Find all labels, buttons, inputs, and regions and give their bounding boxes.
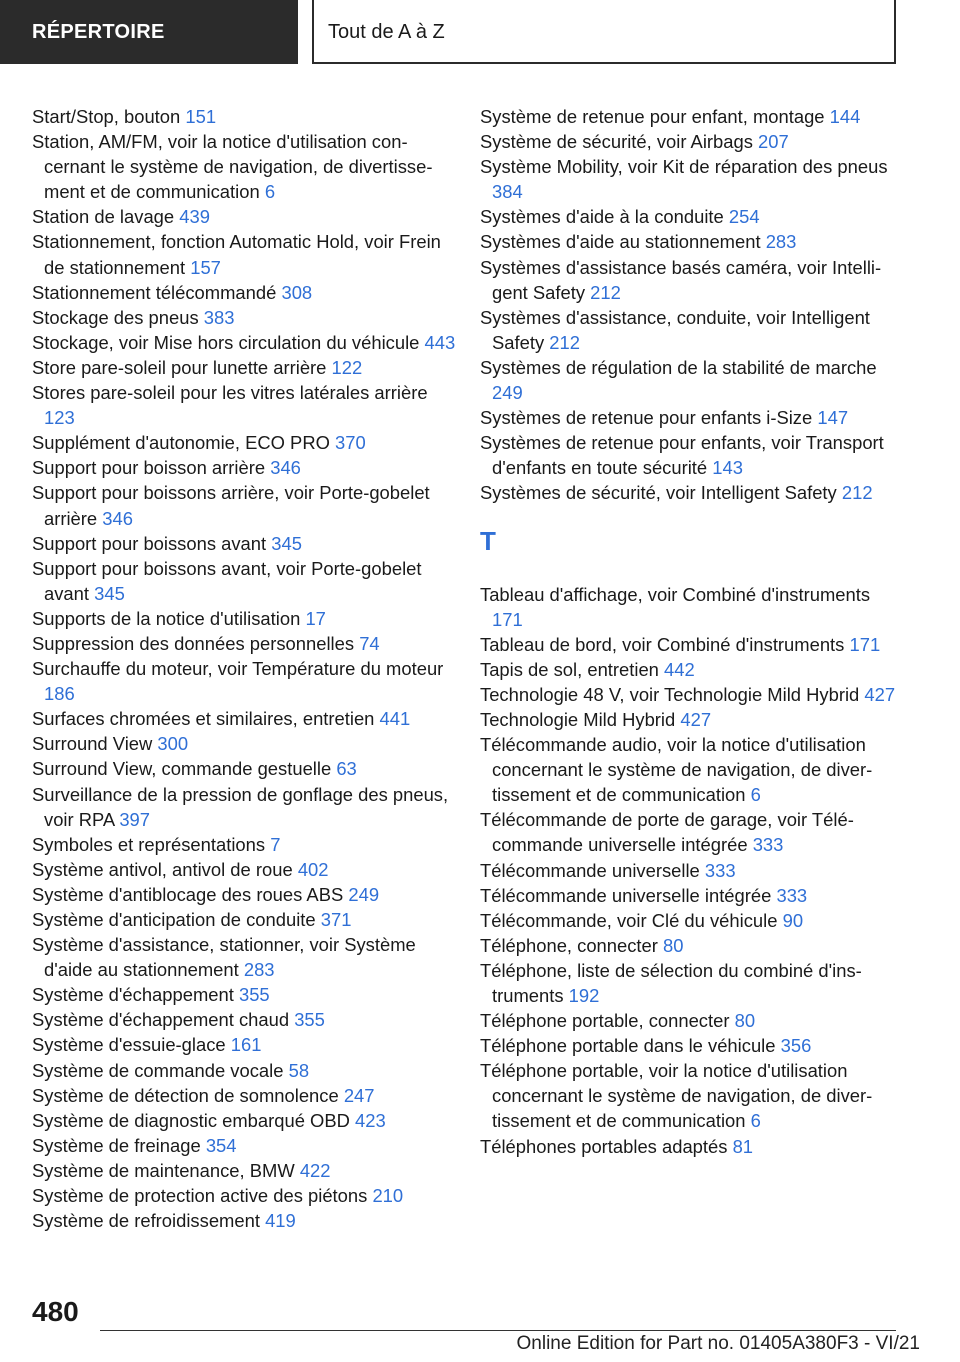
index-entry: [32, 455, 456, 480]
tab-underline: [312, 62, 896, 64]
page-link[interactable]: 171: [492, 608, 523, 630]
page-link[interactable]: 74: [359, 632, 380, 654]
index-entry-text: Supports de la notice d'utilisation: [32, 607, 301, 629]
index-entry-text: Téléphones portables adaptés: [480, 1135, 728, 1157]
index-entry-text: Suppression des données personnelles: [32, 632, 355, 654]
index-entry-text: Surchauffe du moteur, voir Température du moteur: [32, 658, 444, 680]
index-entry: [480, 582, 900, 632]
page-link[interactable]: 427: [680, 708, 712, 730]
index-entry-text: Système de sécurité, voir Airbags: [480, 131, 753, 153]
index-entry-text: Stockage des pneus: [32, 306, 199, 328]
index-entry-text: Systèmes d'aide au stationnement: [480, 231, 761, 253]
page-link[interactable]: 355: [238, 984, 270, 1006]
index-entry: [480, 933, 900, 958]
index-entry: [480, 883, 900, 908]
page-link[interactable]: 123: [44, 407, 75, 429]
page-link[interactable]: 333: [704, 859, 736, 881]
index-entry: [480, 1033, 900, 1058]
index-entry: [32, 982, 456, 1007]
index-entry: [32, 204, 456, 229]
page-link[interactable]: 345: [94, 582, 125, 604]
page-link[interactable]: 122: [331, 356, 363, 378]
page-link[interactable]: 383: [203, 306, 235, 328]
index-entry: [480, 229, 900, 254]
index-entry-text: Stationnement télécommandé: [32, 281, 277, 303]
page-link[interactable]: 441: [379, 708, 411, 730]
index-entry-text: Stores pare-soleil pour les vitres latérales arrière: [32, 382, 428, 404]
page-link[interactable]: 249: [492, 382, 523, 404]
index-entry-text: Système antivol, antivol de roue: [32, 858, 293, 880]
page-link[interactable]: 442: [664, 658, 695, 680]
page-link[interactable]: 355: [294, 1009, 325, 1031]
index-entry: [32, 1133, 456, 1158]
index-entry-text: Télécommande audio, voir la notice d'utilisation concernant le système de navigation, de divertissement et de communication: [480, 734, 873, 806]
index-entry: [32, 305, 456, 330]
index-entry-text: Système Mobility, voir Kit de réparation des pneus: [480, 156, 888, 178]
index-entry-text: Téléphone, liste de sélection du combiné d'instruments: [480, 959, 862, 1006]
index-entry-text: Téléphone portable dans le véhicule: [480, 1035, 776, 1057]
page-link[interactable]: 247: [343, 1084, 375, 1106]
index-entry: [32, 129, 456, 204]
tab-a-to-z[interactable]: [312, 0, 896, 64]
index-entry: [32, 907, 456, 932]
page-link[interactable]: 210: [372, 1185, 404, 1207]
footer-edition: Online Edition for Part no. 01405A380F3 - VI/21: [516, 1333, 920, 1354]
index-entry-text: Télécommande de porte de garage, voir Télécommande universelle intégrée: [480, 809, 854, 856]
page-link[interactable]: 80: [734, 1010, 756, 1032]
index-entry-text: Support pour boissons avant: [32, 532, 267, 554]
header-bar: [0, 0, 960, 66]
page-link[interactable]: 346: [270, 457, 301, 479]
index-entry: [480, 129, 900, 154]
index-entry-text: Systèmes d'assistance basés caméra, voir Intelligent Safety: [480, 256, 882, 303]
index-entry-text: Start/Stop, bouton: [32, 106, 181, 127]
page-link[interactable]: 283: [243, 959, 275, 981]
index-entry: [480, 632, 900, 657]
index-entry: [480, 355, 900, 405]
index-entry: [32, 229, 456, 279]
index-entry-text: Système d'essuie-glace: [32, 1034, 226, 1056]
page-link[interactable]: 212: [549, 331, 580, 353]
index-entry-text: Système de maintenance, BMW: [32, 1159, 295, 1181]
index-entry: [32, 1158, 456, 1183]
index-entry-text: Télécommande universelle intégrée: [480, 884, 772, 906]
index-entry-text: Système d'assistance, stationner, voir Système d'aide au stationnement: [32, 934, 416, 981]
index-entry: [32, 531, 456, 556]
page-link[interactable]: 384: [492, 181, 523, 203]
index-entry-text: Stockage, voir Mise hors circulation du véhicule: [32, 331, 420, 353]
page-link[interactable]: 147: [817, 407, 849, 429]
section-letter-t: T: [480, 525, 496, 556]
page-link[interactable]: 151: [185, 106, 217, 127]
index-entry: [32, 1083, 456, 1108]
index-entry-text: Supplément d'autonomie, ECO PRO: [32, 432, 330, 454]
page-link[interactable]: 161: [230, 1034, 262, 1056]
index-entry: [480, 204, 900, 229]
index-entry: [32, 756, 456, 781]
page-link[interactable]: 354: [205, 1134, 237, 1156]
index-entry-text: Système de refroidissement: [32, 1210, 260, 1232]
page-link[interactable]: 333: [752, 834, 784, 856]
index-entry: [32, 430, 456, 455]
index-entry-text: Système d'antiblocage des roues ABS: [32, 883, 344, 905]
index-entry-text: Système d'échappement: [32, 984, 234, 1006]
page-link[interactable]: 308: [281, 281, 313, 303]
page-link[interactable]: 212: [590, 281, 621, 303]
index-entry-text: Télécommande, voir Clé du véhicule: [480, 909, 778, 931]
index-entry: [32, 330, 456, 355]
page-link[interactable]: 443: [424, 331, 456, 353]
index-entry: [480, 480, 900, 505]
index-entry-text: Store pare-soleil pour lunette arrière: [32, 356, 327, 378]
page-link[interactable]: 207: [758, 131, 789, 153]
page-link[interactable]: 171: [849, 633, 881, 655]
index-entry: [480, 1058, 900, 1133]
page-link[interactable]: 371: [320, 909, 352, 930]
index-entry-text: Système de détection de somnolence: [32, 1084, 339, 1106]
page-link[interactable]: 422: [299, 1159, 331, 1181]
index-entry: [480, 858, 900, 883]
index-entry: [32, 631, 456, 656]
index-entry: [32, 782, 456, 832]
index-entry: [480, 1134, 900, 1159]
index-entry: [32, 104, 456, 129]
tab-repertoire-label: RÉPERTOIRE: [32, 20, 165, 43]
page-link[interactable]: 144: [829, 106, 861, 127]
index-entry-text: Systèmes de sécurité, voir Intelligent Safety: [480, 482, 837, 504]
index-entry-text: Symboles et représentations: [32, 833, 266, 855]
index-entry-text: Surround View, commande gestuelle: [32, 758, 332, 780]
page-link[interactable]: 192: [568, 985, 600, 1006]
index-entry: [480, 908, 900, 933]
index-entry-text: Système de retenue pour enfant, montage: [480, 106, 825, 127]
index-entry-text: Tableau d'affichage, voir Combiné d'instruments: [480, 583, 871, 605]
index-entry: [32, 1007, 456, 1032]
page-link[interactable]: 249: [348, 883, 380, 905]
index-entry: [32, 706, 456, 731]
index-entry-text: Systèmes de régulation de la stabilité de marche: [480, 356, 877, 378]
index-entry: [32, 656, 456, 706]
index-entry-text: Surround View: [32, 733, 153, 755]
page-link[interactable]: 80: [663, 934, 684, 956]
index-list-s: [480, 104, 900, 506]
index-entry-text: Technologie 48 V, voir Technologie Mild Hybrid: [480, 683, 860, 705]
index-entry-text: Téléphone, connecter: [480, 934, 658, 956]
index-entry-text: Support pour boissons arrière, voir Porte-gobelet arrière: [32, 482, 430, 529]
index-entry: [32, 882, 456, 907]
index-column-left: [32, 104, 456, 1233]
index-entry-text: Support pour boissons avant, voir Porte-gobelet avant: [32, 557, 422, 604]
tab-repertoire[interactable]: [0, 0, 298, 64]
page-link[interactable]: 186: [44, 683, 75, 705]
page-link[interactable]: 300: [157, 733, 189, 755]
index-entry-text: Surveillance de la pression de gonflage des pneus, voir RPA: [32, 783, 449, 830]
page-link[interactable]: 90: [782, 909, 804, 931]
index-entry: [480, 104, 900, 129]
page-link[interactable]: 402: [297, 858, 329, 880]
index-entry: [32, 480, 456, 530]
page-link[interactable]: 439: [179, 206, 210, 228]
index-entry: [32, 1032, 456, 1057]
page-link[interactable]: 6: [750, 784, 761, 806]
index-entry-text: Système de protection active des piétons: [32, 1185, 368, 1207]
index-entry: [32, 932, 456, 982]
index-column-right: [480, 104, 900, 1159]
index-entry: [480, 657, 900, 682]
index-entry: [480, 707, 900, 732]
page-link[interactable]: 81: [732, 1135, 754, 1157]
index-entry-text: Système de diagnostic embarqué OBD: [32, 1109, 350, 1131]
index-entry: [32, 1058, 456, 1083]
page-link[interactable]: 7: [270, 833, 281, 855]
index-entry: [480, 305, 900, 355]
index-entry: [480, 255, 900, 305]
index-entry: [480, 405, 900, 430]
page-link[interactable]: 370: [335, 432, 366, 454]
index-entry-text: Tableau de bord, voir Combiné d'instruments: [480, 633, 845, 655]
index-entry: [32, 1208, 456, 1233]
page-link[interactable]: 6: [264, 181, 276, 203]
index-entry: [480, 732, 900, 807]
page-link[interactable]: 58: [288, 1059, 310, 1081]
index-entry: [32, 355, 456, 380]
index-entry-text: Stationnement, fonction Automatic Hold, voir Frein de stationnement: [32, 231, 441, 278]
tab-a-to-z-label: Tout de A à Z: [328, 20, 445, 43]
page-link[interactable]: 17: [305, 607, 326, 629]
index-entry-text: Télécommande universelle: [480, 859, 700, 881]
index-entry-text: Téléphone portable, connecter: [480, 1010, 730, 1032]
index-entry: [480, 958, 900, 1008]
index-entry: [480, 154, 900, 204]
footer-divider: [100, 1330, 896, 1331]
index-entry: [32, 280, 456, 305]
index-entry-text: Systèmes de retenue pour enfants, voir Transport d'enfants en toute sécurité: [480, 432, 884, 479]
index-entry-text: Systèmes d'assistance, conduite, voir Intelligent Safety: [480, 306, 870, 353]
page-link[interactable]: 283: [765, 231, 797, 253]
index-entry: [480, 1008, 900, 1033]
page-link[interactable]: 212: [841, 482, 873, 504]
index-entry: [480, 807, 900, 857]
page-link[interactable]: 63: [336, 758, 357, 780]
index-entry-text: Système d'échappement chaud: [32, 1009, 290, 1031]
index-entry-text: Station, AM/FM, voir la notice d'utilisation concernant le système de navigation, de divertissement et de communication: [32, 131, 433, 203]
page-link[interactable]: 356: [780, 1035, 812, 1057]
index-entry: [32, 731, 456, 756]
page-number: 480: [32, 1296, 79, 1327]
index-entry: [32, 606, 456, 631]
page-link[interactable]: 397: [119, 808, 150, 830]
page-link[interactable]: 6: [750, 1110, 761, 1132]
index-entry: [32, 1183, 456, 1208]
index-entry-text: Systèmes d'aide à la conduite: [480, 206, 724, 228]
index-entry: [480, 682, 900, 707]
index-entry-text: Système de freinage: [32, 1134, 201, 1156]
page-link[interactable]: 143: [712, 457, 743, 479]
index-entry: [480, 430, 900, 480]
page-link[interactable]: 419: [265, 1210, 296, 1232]
index-entry-text: Tapis de sol, entretien: [480, 658, 659, 680]
index-entry-text: Système d'anticipation de conduite: [32, 909, 316, 930]
page-link[interactable]: 346: [102, 507, 133, 529]
index-entry: [32, 832, 456, 857]
page-link[interactable]: 333: [776, 884, 808, 906]
page-link[interactable]: 427: [864, 683, 896, 705]
index-entry-text: Systèmes de retenue pour enfants i-Size: [480, 407, 813, 429]
index-entry: [32, 380, 456, 430]
index-entry-text: Téléphone portable, voir la notice d'utilisation concernant le système de navigation, de divertissement et de communication: [480, 1060, 873, 1132]
index-entry-text: Station de lavage: [32, 206, 175, 228]
page-link[interactable]: 254: [728, 206, 760, 228]
index-entry: [32, 857, 456, 882]
page-link[interactable]: 157: [190, 256, 221, 278]
index-list-t: [480, 582, 900, 1159]
index-entry-text: Système de commande vocale: [32, 1059, 284, 1081]
index-entry: [32, 1108, 456, 1133]
index-entry-text: Surfaces chromées et similaires, entretien: [32, 708, 375, 730]
index-entry-text: Technologie Mild Hybrid: [480, 708, 676, 730]
index-entry-text: Support pour boisson arrière: [32, 457, 266, 479]
index-entry: [32, 556, 456, 606]
page-link[interactable]: 345: [271, 532, 302, 554]
page-link[interactable]: 423: [355, 1109, 386, 1131]
